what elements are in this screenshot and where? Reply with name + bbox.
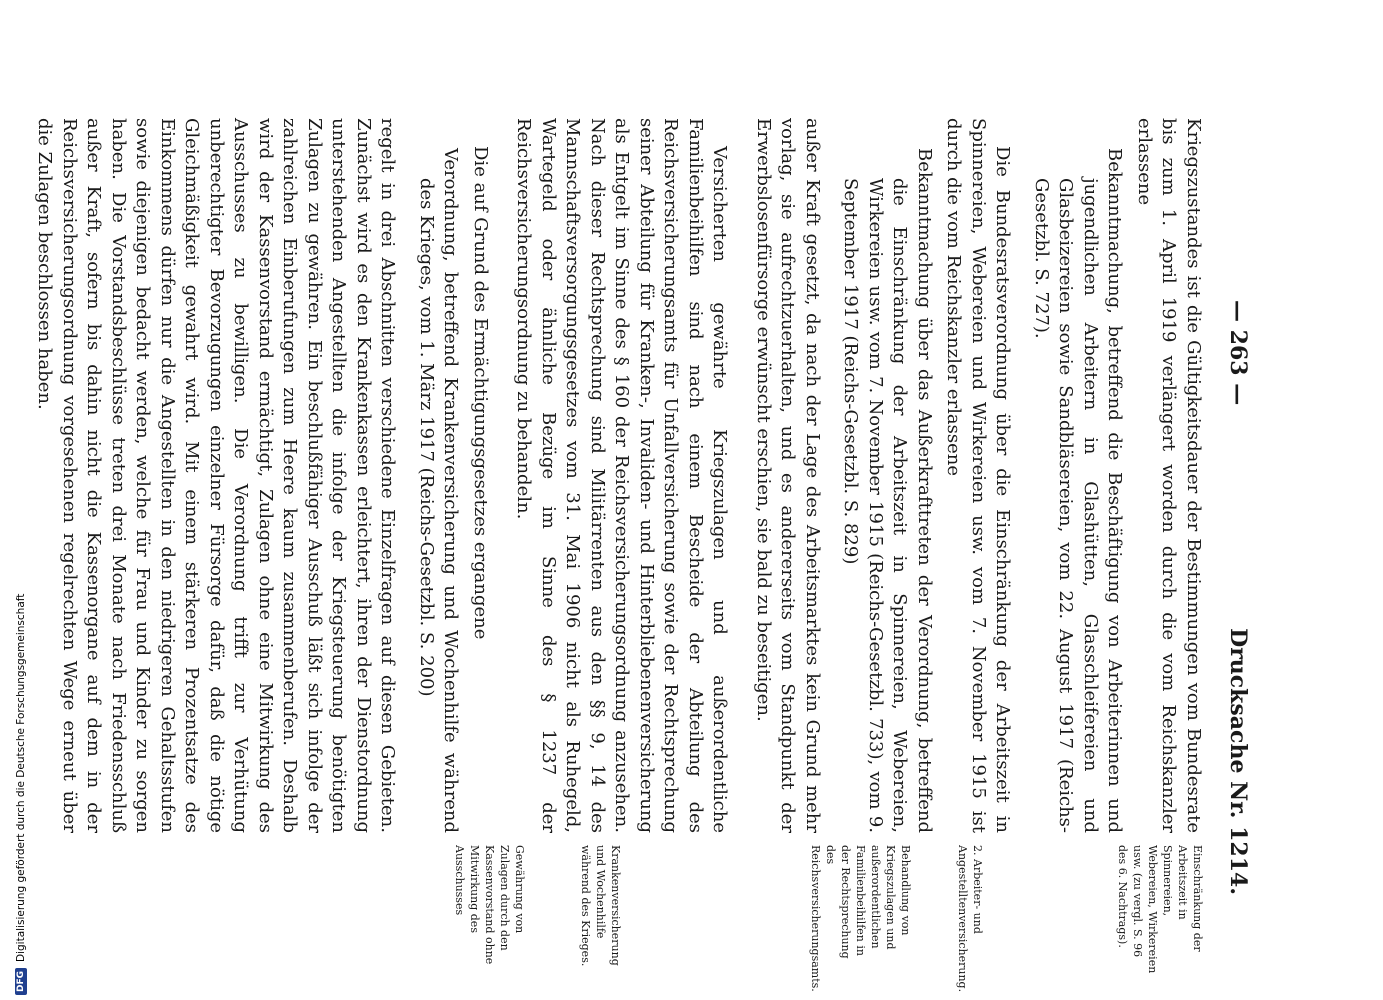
reference-block: Verordnung, betreffend Krankenversicherung und Wochenhilfe während des Krieges, vom 1. März 1917 (Reichs-Gesetzbl. S. 200)	[416, 148, 462, 833]
paragraph: Versicherten gewährte Kriegszulagen und außerordentliche Familienbeihilfen sind nach einem Bescheide der Abteilung des Reichsversicherungsamts für Unfallversicherung sowie der Rechtsprechung seiner Abteilung für Kranken-, Invaliden- und Hinterbliebenenversicherung als Entgelt im Sinne des § 160 der Reichsversicherungsordnung anzusehen. Nach dieser Rechtsprechung sind Militärrenten aus den §§ 9, 14 des Mannschaftsversorgungsgesetzes vom 31. Mai 1906 nicht als Ruhegeld, Wartegeld oder ähnliche Bezüge im Sinne des § 1237 der Reichsversicherungsordnung zu behandeln.	[513, 118, 731, 833]
dfg-logo: DFG	[15, 968, 27, 995]
margin-note: Behandlung von Kriegszulagen und außerordentlichen Familienbeihilfen in der Rechtsprechung des Reichsversicherungsamts.	[809, 845, 912, 992]
digitization-credit	[10, 0, 32, 995]
paragraph: Die Bundesratsverordnung über die Einschränkung der Arbeitszeit in Spinnereien, Webereien und Wirkereien usw. vom 7. November 1915 ist durch die vom Reichskanzler erlassene	[943, 118, 1014, 833]
reference-block: Bekanntmachung, betreffend die Beschäftigung von Arbeiterinnen und jugendlichen Arbeitern in Glashütten, Glasschleifereien und Glasbeizereien sowie Sandbläsereien, vom 22. August 1917 (Reichs-Gesetzbl. S. 727).	[1031, 148, 1126, 833]
document-number: Drucksache Nr. 1214.	[1225, 628, 1251, 895]
paragraph: Kriegszustandes ist die Gültigkeitsdauer der Bestimmungen vom Bundesrate bis zum 1. April 1919 verlängert worden durch die vom Reichskanzler erlassene	[1134, 118, 1204, 833]
margin-note: Krankenversicherung und Wochenhilfe während des Krieges.	[579, 845, 622, 967]
margin-section-title: 2. Arbeiter- und Angestelltenversicherung.	[956, 845, 984, 993]
reference-block: Bekanntmachung über das Außerkrafttreten der Verordnung, betreffend die Einschränkung der Arbeitszeit in Spinnereien, Webereien, Wirkereien usw. vom 7. November 1915 (Reichs-Gesetzbl. 733), vom 9. September 1917 (Reichs-Gesetzbl. S. 829)	[840, 148, 935, 833]
page-number: — 263 —	[1225, 300, 1251, 406]
main-text	[27, 118, 1205, 833]
credit-text: Digitalisierung gefördert durch die Deutsche Forschungsgemeinschaft	[15, 593, 27, 962]
page-header	[1211, 0, 1251, 1000]
paragraph: regelt in drei Abschnitten verschiedene Einzelfragen auf diesen Gebieten. Zunächst wird es den Krankenkassen erleichtert, ihren der Dienstordnung unterstehenden Angestellten die infolge der Kriegsteuerung benötigten Zulagen zu gewähren. Ein beschlußfähiger Ausschuß läßt sich infolge der zahlreichen Einberufungen zum Heere kaum zusammenberufen. Deshalb wird der Kassenvorstand ermächtigt, Zulagen ohne eine Mitwirkung des Ausschusses zu bewilligen. Die Verordnung trifft zur Verhütung unberechtigter Bevorzugungen einzelner Fürsorge dafür, daß die nötige Gleichmäßigkeit gewahrt wird. Mit einem stärkeren Prozentsatze des Einkommens dürfen nur die Angestellten in den niedrigeren Gehaltsstufen sowie diejenigen bedacht werden, welche für Frau und Kinder zu sorgen haben. Die Vorstandsbeschlüsse treten drei Monate nach Friedensschluß außer Kraft, sofern bis dahin nicht die Kassenorgane auf dem in der Reichsversicherungsordnung vorgesehenen regelrechten Wege erneut über die Zulagen beschlossen haben.	[34, 118, 399, 833]
paragraph: Die auf Grund des Ermächtigungsgesetzes ergangene	[470, 146, 491, 640]
paragraph: außer Kraft gesetzt, da nach der Lage des Arbeitsmarktes kein Grund mehr vorlag, sie aufrechtzuerhalten, und es andererseits vom Standpunkt der Erwerbslosenfürsorge erwünscht erschien, sie bald zu beseitigen.	[753, 118, 823, 833]
margin-note: Gewährung von Zulagen durch den Kassenvorstand ohne Mitwirkung des Ausschusses	[453, 845, 526, 965]
margin-note: Einschränkung der Arbeitszeit in Spinnereien, Webereien, Wirkereien usw. (zu vergl. S. 96 des 6. Nachtrags).	[1116, 845, 1204, 974]
